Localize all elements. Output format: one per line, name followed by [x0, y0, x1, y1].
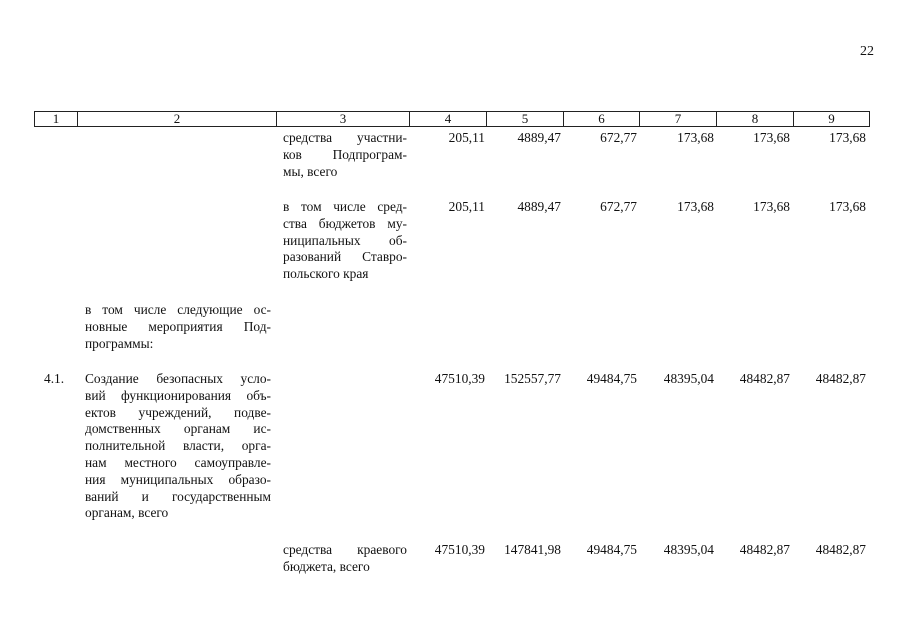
text-line: вий функционирования объ- — [85, 387, 271, 403]
value-col-9: 48482,87 — [815, 371, 866, 386]
value-col-6: 49484,75 — [586, 371, 637, 386]
value-col-5: 152557,77 — [504, 371, 561, 386]
column-header: 1 — [35, 112, 78, 127]
text-line: домственных органам ис- — [85, 421, 271, 437]
value-col-4: 47510,39 — [434, 542, 485, 557]
text-line: программы: — [85, 335, 154, 351]
text-line: в том числе следующие ос- — [85, 302, 271, 317]
value-col-8: 173,68 — [753, 199, 790, 214]
text-line: ства бюджетов му- — [283, 215, 407, 231]
funding-source-cell — [283, 130, 407, 180]
text-line: органам, всего — [85, 505, 169, 521]
funding-source-cell — [283, 542, 407, 576]
column-header: 7 — [640, 112, 717, 127]
column-header: 6 — [564, 112, 640, 127]
column-header: 3 — [277, 112, 410, 127]
text-line: в том числе сред- — [283, 199, 407, 214]
value-col-6: 672,77 — [600, 199, 637, 214]
value-col-5: 147841,98 — [504, 542, 561, 557]
text-line: нам местного самоуправле- — [85, 454, 271, 470]
column-header-row — [35, 112, 870, 127]
value-col-8: 48482,87 — [739, 371, 790, 386]
value-col-7: 173,68 — [677, 199, 714, 214]
value-col-9: 48482,87 — [815, 542, 866, 557]
text-line: средства краевого — [283, 542, 407, 557]
text-line: новные мероприятия Под- — [85, 318, 271, 334]
text-line: Создание безопасных усло- — [85, 371, 271, 386]
value-col-9: 173,68 — [829, 130, 866, 145]
activity-name-cell — [85, 371, 271, 522]
text-line: польского края — [283, 266, 369, 282]
column-header: 5 — [487, 112, 564, 127]
value-col-4: 47510,39 — [434, 371, 485, 386]
text-line: ваний и государственным — [85, 488, 271, 504]
value-col-8: 173,68 — [753, 130, 790, 145]
value-col-4: 205,11 — [448, 199, 485, 214]
text-line: ков Подпрограм- — [283, 146, 407, 162]
text-line: бюджета, всего — [283, 558, 370, 574]
value-col-8: 48482,87 — [739, 542, 790, 557]
value-col-7: 48395,04 — [663, 542, 714, 557]
text-line: ниципальных об- — [283, 232, 407, 248]
row-number: 4.1. — [44, 371, 65, 386]
value-col-5: 4889,47 — [517, 199, 561, 214]
value-col-9: 173,68 — [829, 199, 866, 214]
text-line: ектов учреждений, подве- — [85, 404, 271, 420]
column-header-table — [34, 111, 870, 127]
funding-source-cell — [283, 199, 407, 283]
value-col-6: 672,77 — [600, 130, 637, 145]
text-line: мы, всего — [283, 163, 338, 179]
activity-name-cell — [85, 302, 271, 352]
value-col-6: 49484,75 — [586, 542, 637, 557]
column-header: 2 — [78, 112, 277, 127]
page-number: 22 — [860, 44, 874, 59]
text-line: полнительной власти, орга- — [85, 438, 271, 454]
value-col-7: 173,68 — [677, 130, 714, 145]
value-col-7: 48395,04 — [663, 371, 714, 386]
column-header: 4 — [410, 112, 487, 127]
text-line: ния муниципальных образо- — [85, 471, 271, 487]
text-line: разований Ставро- — [283, 249, 407, 265]
column-header: 8 — [717, 112, 794, 127]
column-header: 9 — [794, 112, 870, 127]
text-line: средства участни- — [283, 130, 407, 145]
value-col-4: 205,11 — [448, 130, 485, 145]
value-col-5: 4889,47 — [517, 130, 561, 145]
